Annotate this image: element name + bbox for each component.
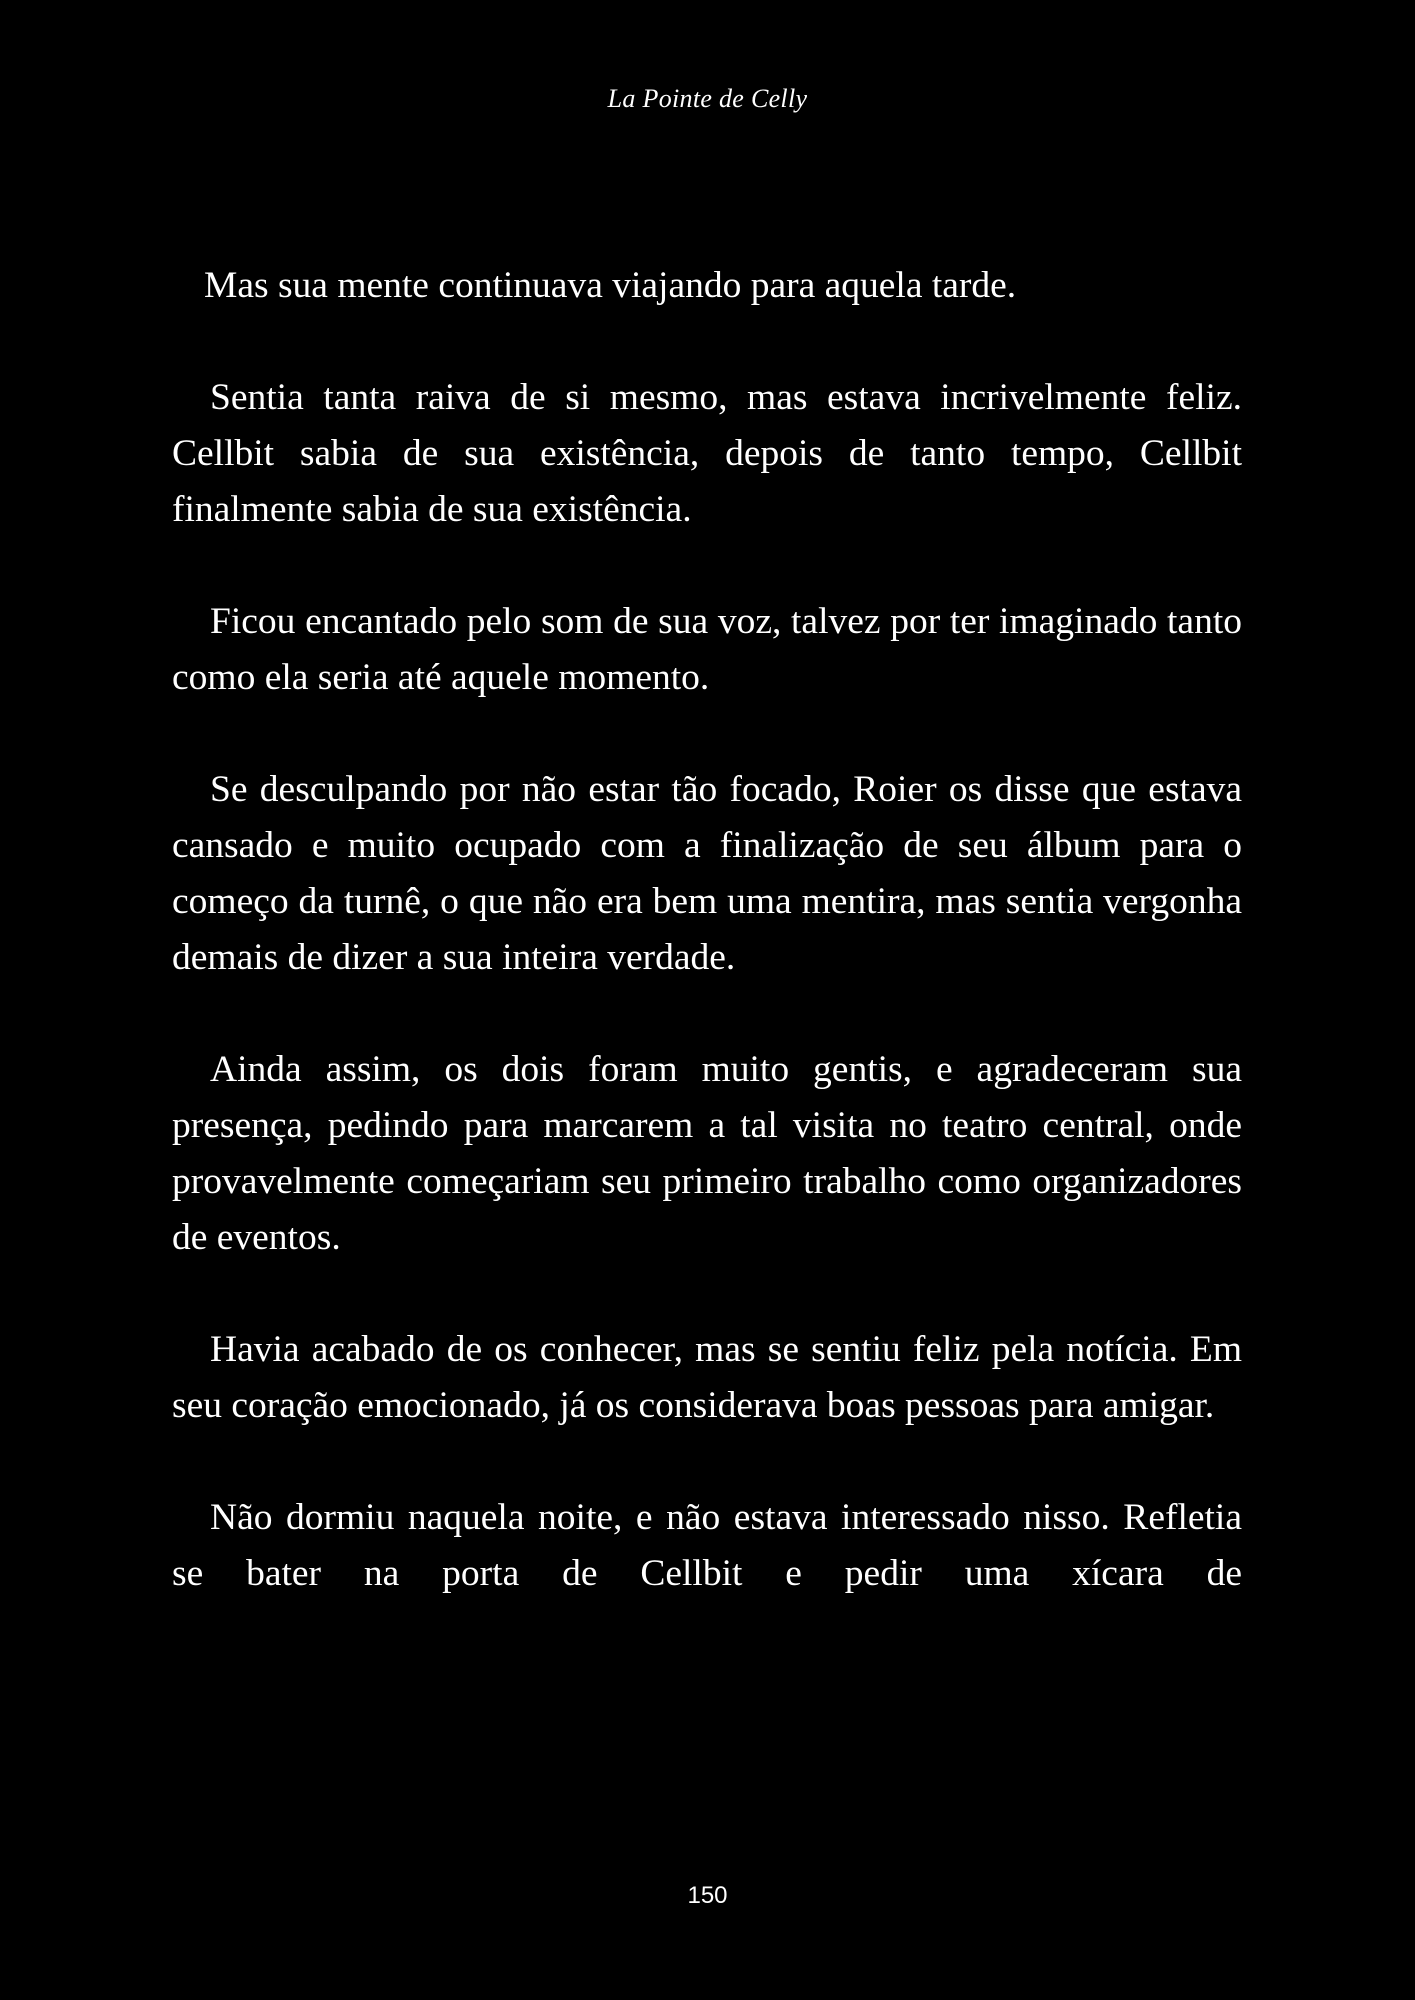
paragraph-1: Mas sua mente continuava viajando para aquela tarde. (204, 265, 1017, 306)
paragraph-5: Ainda assim, os dois foram muito gentis, e agradeceram sua presença, pedindo para marcarem a tal visita no teatro central, onde provavelmente começariam seu primeiro trabalho como organizadores de eventos. (172, 1049, 1242, 1258)
paragraph-2: Sentia tanta raiva de si mesmo, mas estava incrivelmente feliz. Cellbit sabia de sua existência, depois de tanto tempo, Cellbit finalmente sabia de sua existência. (172, 377, 1242, 530)
body-text (172, 258, 1242, 1602)
paragraph-6: Havia acabado de os conhecer, mas se sentiu feliz pela notícia. Em seu coração emocionado, já os considerava boas pessoas para amigar. (172, 1329, 1242, 1426)
paragraph-4: Se desculpando por não estar tão focado, Roier os disse que estava cansado e muito ocupado com a finalização de seu álbum para o começo da turnê, o que não era bem uma mentira, mas sentia vergonha demais de dizer a sua inteira verdade. (172, 769, 1242, 978)
paragraph-3: Ficou encantado pelo som de sua voz, talvez por ter imaginado tanto como ela seria até aquele momento. (172, 601, 1242, 698)
paragraph-7: Não dormiu naquela noite, e não estava interessado nisso. Refletia se bater na porta de Cellbit e pedir uma xícara de (172, 1497, 1242, 1594)
page-number: 150 (687, 1882, 728, 1909)
running-header: La Pointe de Celly (607, 84, 808, 113)
